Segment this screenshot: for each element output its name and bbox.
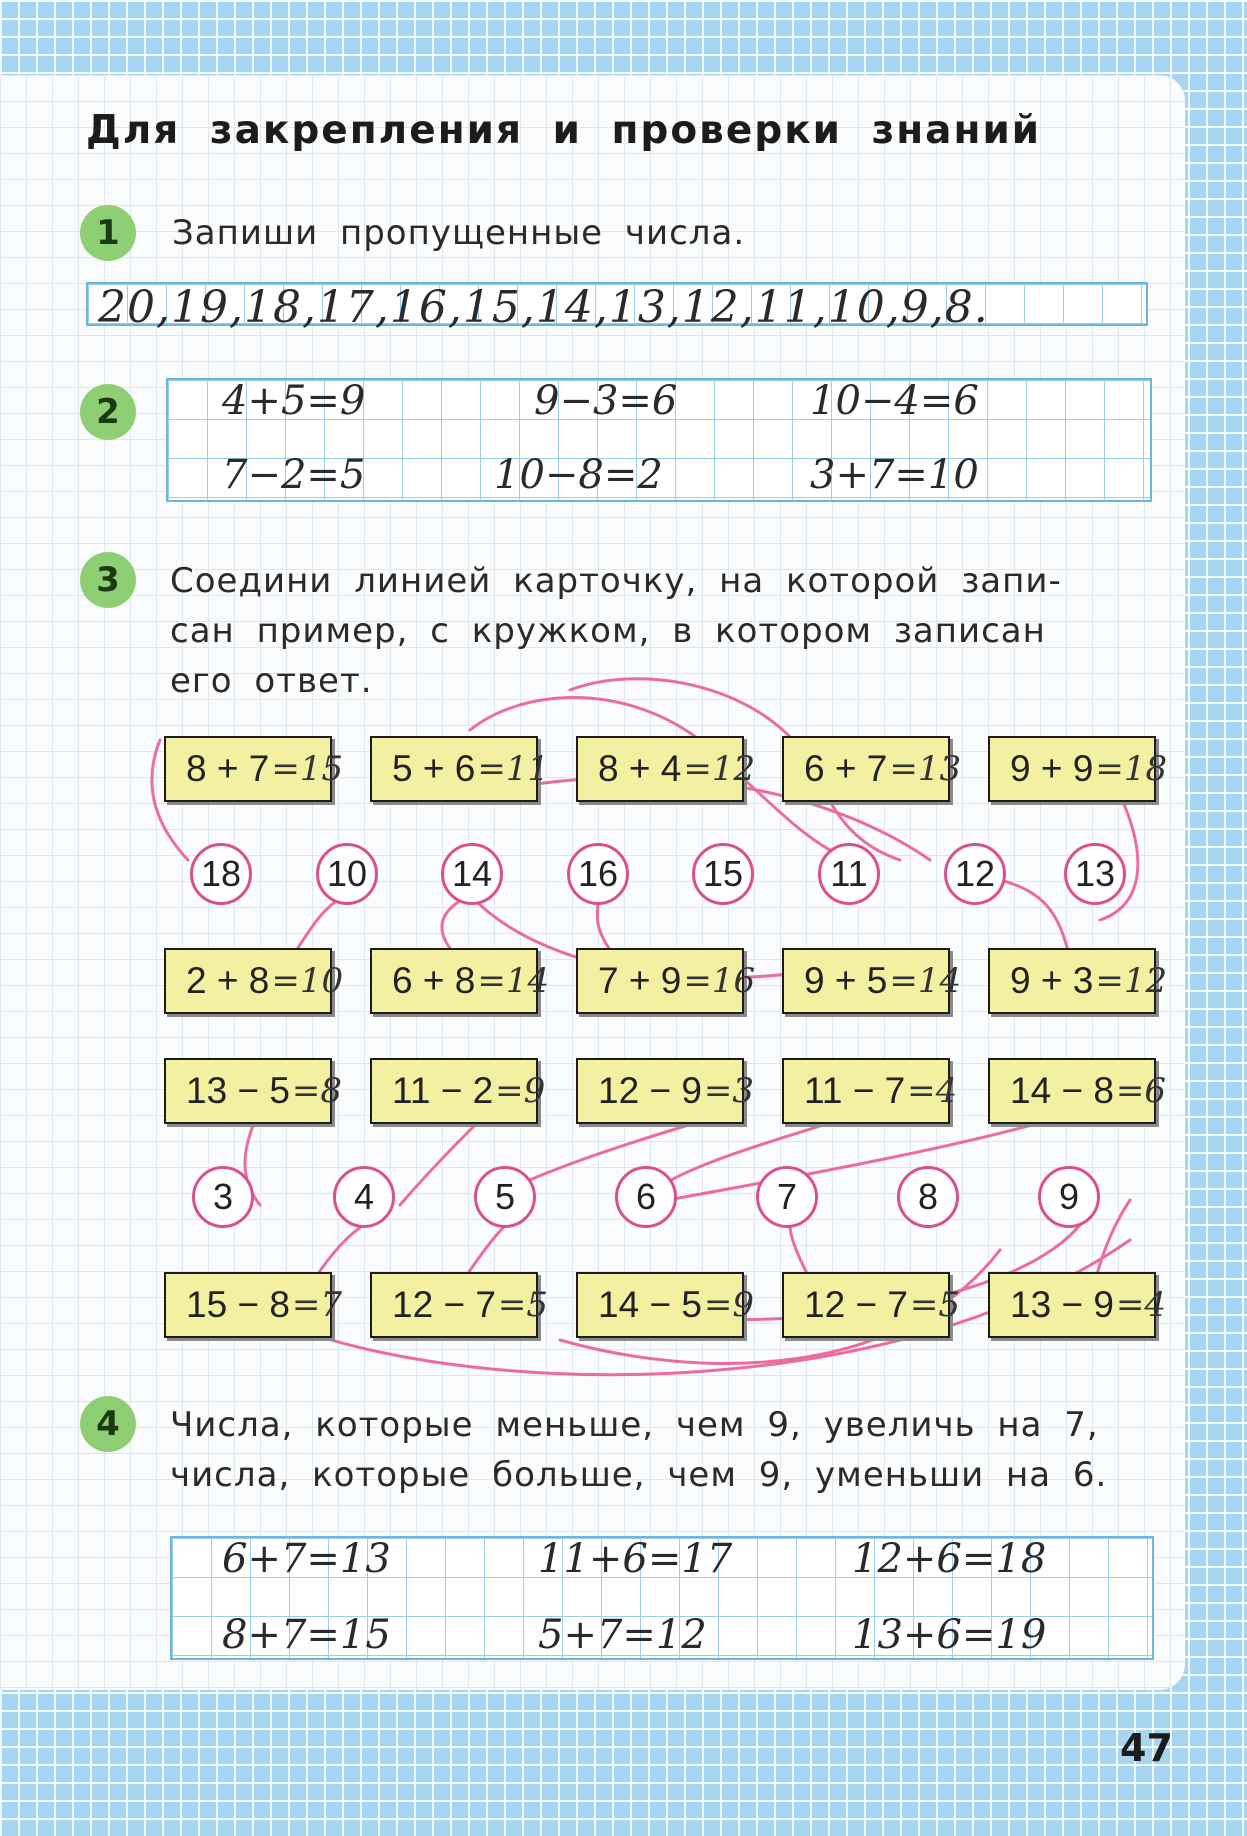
- card-row4-2[interactable]: 12 − 7 =5: [370, 1272, 538, 1338]
- task-1-badge: 1: [80, 205, 136, 261]
- task-4-badge: 4: [80, 1396, 136, 1452]
- task-4-text-line-1: Числа, которые меньше, чем 9, увеличь на 7,: [170, 1405, 1099, 1445]
- card-row1-2[interactable]: 5 + 6 =11: [370, 736, 538, 802]
- page-heading: Для закрепления и проверки знаний: [86, 108, 1042, 153]
- task-2-eq-5: 10−8=2: [494, 452, 663, 498]
- task-2-eq-2: 9−3=6: [534, 378, 678, 424]
- card-row4-1[interactable]: 15 − 8 =7: [164, 1272, 332, 1338]
- task-4-eq-6: 13+6=19: [852, 1612, 1047, 1658]
- answer-circle-15[interactable]: 15: [692, 843, 754, 905]
- card-row2-1[interactable]: 2 + 8 =10: [164, 948, 332, 1014]
- task-2-badge: 2: [80, 384, 136, 440]
- card-row3-4[interactable]: 11 − 7 =4: [782, 1058, 950, 1124]
- answer-circle-14[interactable]: 14: [441, 843, 503, 905]
- card-row4-3[interactable]: 14 − 5 =9: [576, 1272, 744, 1338]
- answer-circle-7[interactable]: 7: [756, 1166, 818, 1228]
- card-row1-3[interactable]: 8 + 4 =12: [576, 736, 744, 802]
- answer-circle-5[interactable]: 5: [474, 1166, 536, 1228]
- card-row3-1[interactable]: 13 − 5 =8: [164, 1058, 332, 1124]
- card-row2-3[interactable]: 7 + 9 =16: [576, 948, 744, 1014]
- card-row1-5[interactable]: 9 + 9 =18: [988, 736, 1156, 802]
- task-3-text-line-2: сан пример, с кружком, в котором записан: [170, 611, 1046, 651]
- task-4-eq-2: 11+6=17: [538, 1536, 733, 1582]
- answer-circle-4[interactable]: 4: [333, 1166, 395, 1228]
- answer-circle-18[interactable]: 18: [190, 843, 252, 905]
- task-3-badge: 3: [80, 552, 136, 608]
- task-2-eq-4: 7−2=5: [222, 452, 366, 498]
- card-row1-1[interactable]: 8 + 7 =15: [164, 736, 332, 802]
- card-row4-4[interactable]: 12 − 7 =5: [782, 1272, 950, 1338]
- task-2-eq-1: 4+5=9: [222, 378, 366, 424]
- task-2-eq-6: 3+7=10: [810, 452, 979, 498]
- card-row3-2[interactable]: 11 − 2 =9: [370, 1058, 538, 1124]
- card-row2-2[interactable]: 6 + 8 =14: [370, 948, 538, 1014]
- page-number: 47: [1120, 1726, 1173, 1770]
- card-row2-5[interactable]: 9 + 3 =12: [988, 948, 1156, 1014]
- task-2-eq-3: 10−4=6: [810, 378, 979, 424]
- card-row3-5[interactable]: 14 − 8 =6: [988, 1058, 1156, 1124]
- answer-circle-3[interactable]: 3: [192, 1166, 254, 1228]
- task-4-eq-3: 12+6=18: [852, 1536, 1047, 1582]
- answer-circle-13[interactable]: 13: [1064, 843, 1126, 905]
- task-1-text: Запиши пропущенные числа.: [172, 213, 746, 253]
- task-4-eq-1: 6+7=13: [222, 1536, 391, 1582]
- card-row4-5[interactable]: 13 − 9 =4: [988, 1272, 1156, 1338]
- task-3-text-line-1: Соедини линией карточку, на которой запи-: [170, 561, 1062, 601]
- answer-circle-8[interactable]: 8: [897, 1166, 959, 1228]
- answer-circle-9[interactable]: 9: [1038, 1166, 1100, 1228]
- task-1-sequence: 20,19,18,17,16,15,14,13,12,11,10,9,8.: [98, 282, 989, 333]
- task-3-text-line-3: его ответ.: [170, 661, 373, 701]
- task-4-text-line-2: числа, которые больше, чем 9, уменьши на 6.: [170, 1455, 1108, 1495]
- card-row3-3[interactable]: 12 − 9 =3: [576, 1058, 744, 1124]
- answer-circle-6[interactable]: 6: [615, 1166, 677, 1228]
- answer-circle-11[interactable]: 11: [818, 843, 880, 905]
- answer-circle-12[interactable]: 12: [944, 843, 1006, 905]
- answer-circle-10[interactable]: 10: [316, 843, 378, 905]
- answer-circle-16[interactable]: 16: [567, 843, 629, 905]
- task-4-eq-5: 5+7=12: [538, 1612, 707, 1658]
- card-row1-4[interactable]: 6 + 7 =13: [782, 736, 950, 802]
- task-4-eq-4: 8+7=15: [222, 1612, 391, 1658]
- card-row2-4[interactable]: 9 + 5 =14: [782, 948, 950, 1014]
